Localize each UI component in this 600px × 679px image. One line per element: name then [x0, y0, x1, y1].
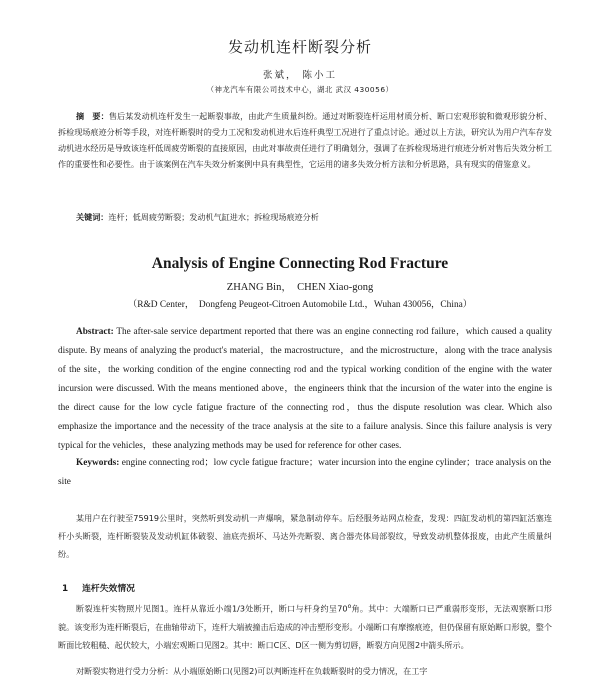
chinese-abstract-text: 售后某发动机连杆发生一起断裂事故，由此产生质量纠纷。通过对断裂连杆运用材质分析、断口宏观形貌和微观形貌分析、拆检现场痕迹分析等手段，对连杆断裂时的受力工况和发动机进水后连杆典型工况进行了重点讨论。通过以上方法，研究认为用户汽车存发动机进水经历是导致该连杆低周疲劳断裂的直接原因，由此对事故责任进行了明确划分，强调了在拆检现场进行痕迹分析对售后失效分析工作的重要性和必要性。由于该案例在汽车失效分析案例中具有典型性，它运用的诸多失效分析方法和分析思路，具有现实的借鉴意义。 — [58, 111, 552, 169]
chinese-keywords-text: 连杆；低周疲劳断裂；发动机气缸进水；拆检现场痕迹分析 — [108, 212, 319, 222]
english-title: Analysis of Engine Connecting Rod Fracture — [151, 255, 449, 272]
chinese-affiliation: （神龙汽车有限公司技术中心，湖北 武汉 430056） — [206, 85, 394, 94]
chinese-abstract — [58, 108, 552, 172]
section-heading — [62, 581, 135, 594]
chinese-title: 发动机连杆断裂分析 — [227, 38, 372, 56]
body-paragraph-3: 对断裂实物进行受力分析：从小端原始断口(见图2)可以判断连杆在负载断裂时的受力情况，在工字 — [76, 666, 428, 676]
body-paragraph-2-end: 角。其中：大端断口已严重弱形变形，无法观察断口形貌。该变形为连杆断裂后，在曲轴带动下，连杆大端被撞击后造成的冲击塑形变形。小端断口有摩擦痕迹，但仍保留有原始断口形貌，整个断面比较粗糙、起伏较大，小端宏观断口见图2。其中：断口C区、D区一侧为剪切唇，断裂方向见图2中箭头所示。 — [58, 603, 552, 650]
english-abstract — [58, 323, 552, 456]
degree-superscript: o — [347, 603, 352, 610]
english-authors: ZHANG Bin， CHEN Xiao-gong — [226, 282, 374, 293]
chinese-keywords — [58, 209, 552, 225]
body-paragraph-2-start: 断裂连杆实物照片见图1。连杆从靠近小端1/3处断开，断口与杆身约呈70 — [76, 603, 348, 614]
english-keywords-label: Keywords: — [76, 458, 120, 468]
body-paragraph-2 — [58, 598, 552, 654]
section-title: 连杆失效情况 — [82, 584, 135, 594]
chinese-keywords-label: 关键词： — [76, 212, 109, 222]
english-keywords — [58, 454, 552, 492]
body-paragraph-1: 某用户在行驶至75919公里时，突然听到发动机一声爆响，紧急制动停车。后经服务站网点检查，发现：四缸发动机的第四缸活塞连杆小头断裂，连杆断裂装及发动机缸体破裂、油底壳损坏、马达外壳断裂、离合器壳体局部裂纹，导致发动机整体报废，由此产生质量纠纷。 — [58, 513, 552, 559]
english-affiliation: （R&D Center， Dongfeng Peugeot-Citroen Automobile Ltd.，Wuhan 430056，China） — [127, 300, 473, 310]
english-keywords-text: engine connecting rod；low cycle fatigue fracture；water incursion into the engine cylinder；trace analysis on the site — [58, 458, 552, 487]
section-number: 1 — [62, 584, 69, 594]
chinese-abstract-label: 摘 要： — [76, 111, 109, 121]
english-abstract-label: Abstract: — [76, 327, 114, 337]
english-abstract-text: The after-sale service department reported that there was an engine connecting rod failure，which caused a quality dispute. By means of analyzing the product's material，the macrostructure，and the microstructure，along with the trace analysis of the site，the working condition of the engine connecting rod and the typical working condition of the engine with the water incursion were discussed. With the means mentioned above，the engineers think that the incursion of the water into the engine is the direct cause for the low cycle fatigue fracture of the connecting rod，thus the dispute resolution was clear. Which also emphasize the importance and the necessity of the trace analysis at the site to a failure analysis. Since this failure analysis is very typical for the vehicles，these analyzing methods may be used for reference for other cases. — [58, 327, 552, 451]
chinese-authors: 张斌， 陈小工 — [262, 70, 338, 81]
